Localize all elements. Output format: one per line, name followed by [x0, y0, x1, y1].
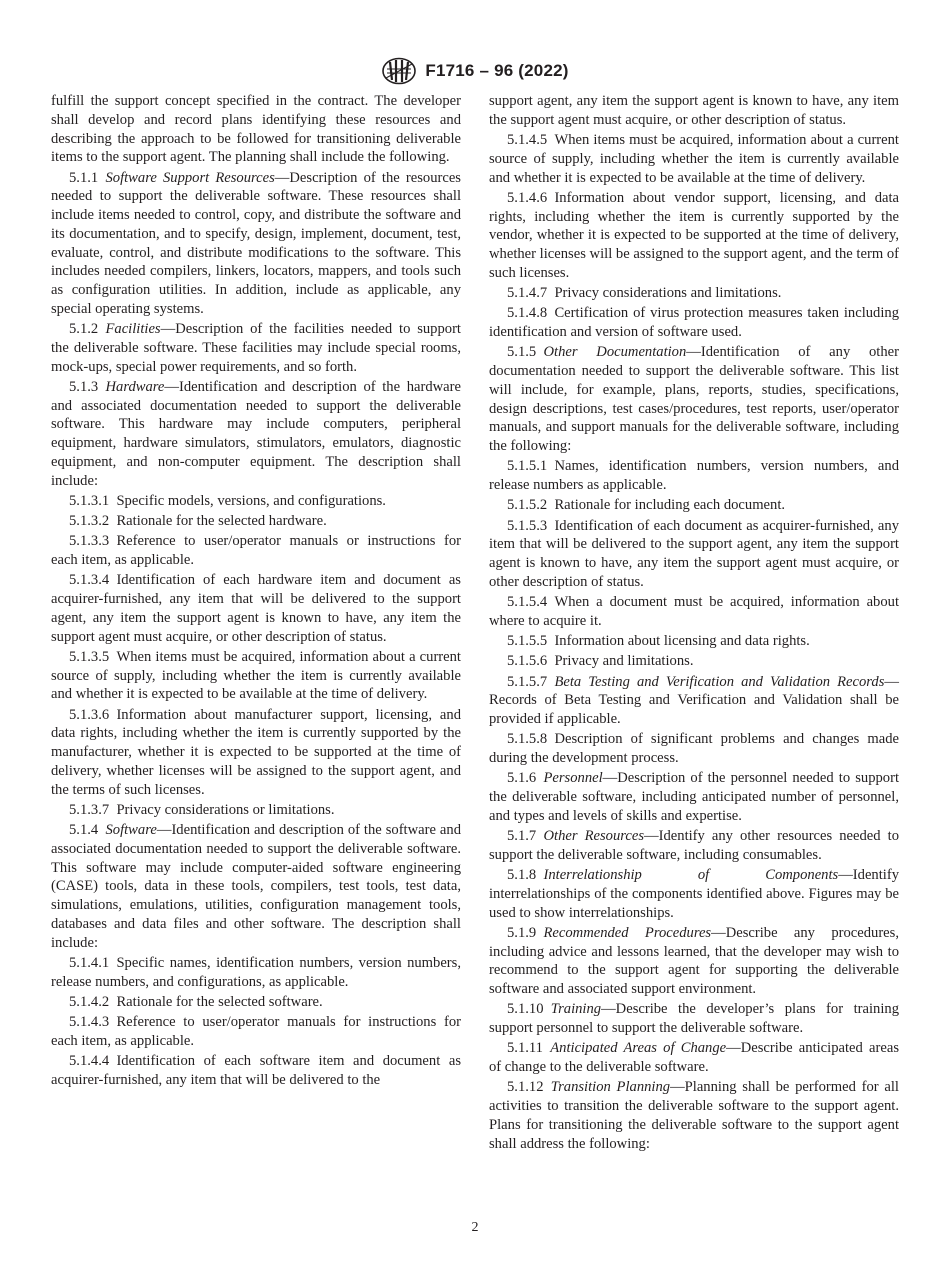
section-number: 5.1.5.4 — [507, 594, 548, 610]
section-title: Other Resources — [543, 828, 645, 844]
paragraph-text: —Describe the developer’s plans for training support personnel to support the deliverable software. — [489, 1001, 899, 1036]
paragraph-text: —Description of the resources needed to support the deliverable software. These resources shall include items needed to control, copy, and distribute the software and its documentation, and to specify, design, implement, document, test, evaluate, control, and distribute modifications to the software. This includes needed compilers, linkers, locators, mappers, and tools such as configuration utilities. In addition, include as applicable, any special operating systems. — [51, 169, 461, 317]
paragraph — [51, 801, 461, 820]
paragraph-text: When items must be acquired, information about a current source of supply, including whether the item is currently available and whether it is expected to be available at the time of delivery. — [489, 132, 899, 186]
section-number: 5.1.3.2 — [69, 513, 110, 529]
section-number: 5.1.4.2 — [69, 993, 110, 1010]
paragraph — [51, 1013, 461, 1051]
paragraph-text: —Identification of any other documentation needed to support the deliverable software. This list will include, for example, plans, reports, studies, specifications, design descriptions, test cases/procedures, test reports, user/operator manuals, and support manuals for the deliverable software, including the following: — [489, 344, 899, 454]
section-number: 5.1.8 — [507, 867, 537, 883]
paragraph — [489, 131, 899, 187]
paragraph — [51, 954, 461, 992]
paragraph-text: Rationale for the selected hardware. — [116, 513, 327, 529]
paragraph — [489, 632, 899, 651]
section-number: 5.1.4.1 — [69, 954, 110, 971]
section-title: Hardware — [105, 378, 165, 395]
section-number: 5.1.6 — [507, 770, 537, 787]
paragraph-text: Description of significant problems and changes made during the development process. — [489, 731, 899, 766]
paragraph — [51, 512, 461, 531]
paragraph-text: Privacy and limitations. — [554, 653, 694, 670]
paragraph-text: —Identify interrelationships of the components identified above. Figures may be used to show interrelationships. — [489, 867, 899, 921]
paragraph — [489, 1039, 899, 1077]
section-number: 5.1.3.1 — [69, 492, 110, 509]
section-number: 5.1.10 — [507, 1001, 544, 1018]
paragraph — [489, 673, 899, 729]
paragraph-text: —Identification and description of the hardware and associated documentation needed to support the deliverable software. This hardware may include computers, peripheral equipment, hardware simulators, stimulators, emulators, diagnostic equipment, and non-computer equipment. The description shall include: — [51, 378, 461, 489]
paragraph-text: —Describe anticipated areas of change to the deliverable software. — [489, 1040, 899, 1075]
paragraph — [51, 821, 461, 952]
paragraph — [489, 284, 899, 303]
section-number: 5.1.5.8 — [507, 731, 548, 748]
section-title: Transition Planning — [550, 1079, 671, 1096]
paragraph-text: —Description of the personnel needed to support the deliverable software, including anticipated number of personnel, and types and levels of skills and expertise. — [489, 770, 899, 824]
paragraph — [489, 517, 899, 592]
section-number: 5.1.4.6 — [507, 189, 548, 206]
paragraph — [489, 769, 899, 825]
paragraph-text: Information about licensing and data rights. — [554, 633, 810, 649]
section-title: Recommended Procedures — [543, 924, 712, 941]
paragraph — [489, 866, 899, 922]
paragraph — [489, 652, 899, 671]
paragraph — [489, 304, 899, 342]
paragraph-text: Rationale for including each document. — [554, 497, 786, 514]
section-title: Personnel — [543, 770, 603, 787]
right-column — [489, 92, 899, 1155]
section-number: 5.1.4.8 — [507, 305, 548, 322]
document-designation: F1716 – 96 (2022) — [425, 61, 569, 80]
paragraph-text: Names, identification numbers, version numbers, and release numbers as applicable. — [489, 458, 899, 493]
paragraph-text: Identification of each software item and document as acquirer-furnished, any item that will be delivered to the — [51, 1053, 461, 1088]
paragraph — [489, 1000, 899, 1038]
paragraph — [489, 457, 899, 495]
paragraph-text: Information about manufacturer support, licensing, and data rights, including whether the item is currently supported by the manufacturer, whether it is expected to be supported at the time of delivery, whether licenses will be assigned to the support agent, and the terms of such licenses. — [51, 706, 461, 798]
section-title: Anticipated Areas of Change — [550, 1040, 727, 1057]
paragraph — [51, 571, 461, 646]
paragraph — [489, 924, 899, 999]
paragraph-text: Reference to user/operator manuals or instructions for each item, as applicable. — [51, 533, 461, 568]
page-number: 2 — [471, 1220, 479, 1235]
paragraph-text: —Description of the facilities needed to support the deliverable software. These facilities may include special rooms, mock-ups, special power requirements, and so forth. — [51, 321, 461, 375]
paragraph — [489, 593, 899, 631]
paragraph — [51, 320, 461, 376]
section-number: 5.1.11 — [507, 1040, 543, 1057]
section-number: 5.1.5.1 — [507, 458, 548, 475]
paragraph — [489, 1078, 899, 1153]
paragraph-text: Specific names, identification numbers, version numbers, release numbers, and configurations, as applicable. — [51, 954, 461, 990]
section-title: Training — [550, 1001, 602, 1018]
paragraph-text: Reference to user/operator manuals for instructions for each item, as applicable. — [51, 1014, 461, 1049]
section-number: 5.1.7 — [507, 828, 537, 844]
paragraph-text: Identification of each document as acquirer-furnished, any item that will be delivered to the support agent, any item the support agent is known to have, any item the support agent must acquire, or other description of status. — [489, 517, 899, 590]
paragraph — [489, 92, 899, 130]
section-title: Interrelationship of Components — [543, 867, 839, 883]
section-number: 5.1.3.7 — [69, 801, 110, 818]
section-number: 5.1.3.3 — [69, 533, 110, 550]
section-number: 5.1.2 — [69, 321, 99, 337]
section-number: 5.1.5.5 — [507, 633, 548, 649]
paragraph-text: support agent, any item the support agent is known to have, any item the support agent must acquire, or other description of status. — [489, 93, 899, 128]
paragraph-text: When items must be acquired, information about a current source of supply, including whether the item is currently available and whether it is expected to be available at the time of delivery. — [51, 648, 461, 703]
paragraph-text: Certification of virus protection measures taken including identification and version of software used. — [489, 305, 899, 340]
section-number: 5.1.4.3 — [69, 1014, 110, 1030]
section-title: Other Documentation — [543, 344, 687, 361]
paragraph — [489, 189, 899, 283]
paragraph-text: fulfill the support concept specified in the contract. The developer shall develop and record plans identifying these resources and describing the approach to be followed for transitioning deliverable items to the support agent. The planning shall include the following. — [51, 93, 461, 166]
paragraph-text: Identification of each hardware item and document as acquirer-furnished, any item that will be delivered to the support agent, any item the support agent is known to have, any item the support agent must acquire, or other description of status. — [51, 572, 461, 645]
paragraph — [489, 827, 899, 865]
section-number: 5.1.9 — [507, 924, 537, 941]
section-title: Software Support Resources — [105, 169, 275, 186]
section-number: 5.1.3.4 — [69, 572, 110, 589]
section-number: 5.1.4.5 — [507, 132, 548, 148]
section-number: 5.1.4 — [69, 822, 99, 838]
paragraph-text: When a document must be acquired, information about where to acquire it. — [489, 594, 899, 629]
section-title: Beta Testing and Verification and Validation Records — [554, 673, 885, 690]
paragraph-text: Information about vendor support, licensing, and data rights, including whether the item is currently supported by the vendor, whether it is expected to be supported at the time of delivery, whether licenses will be assigned to the support agent, and the term of such licenses. — [489, 189, 899, 281]
section-number: 5.1.12 — [507, 1079, 544, 1096]
paragraph — [51, 706, 461, 800]
section-number: 5.1.3.6 — [69, 706, 110, 723]
section-number: 5.1.5.2 — [507, 497, 548, 514]
paragraph — [489, 496, 899, 515]
paragraph — [51, 993, 461, 1012]
paragraph-text: Specific models, versions, and configurations. — [116, 492, 386, 509]
section-title: Facilities — [105, 321, 161, 337]
section-number: 5.1.1 — [69, 169, 99, 186]
paragraph — [51, 92, 461, 167]
paragraph — [51, 532, 461, 570]
section-number: 5.1.5.3 — [507, 517, 548, 534]
paragraph — [51, 378, 461, 491]
paragraph — [51, 169, 461, 319]
paragraph-text: —Identify any other resources needed to support the deliverable software, including consumables. — [489, 828, 899, 863]
paragraph — [489, 730, 899, 768]
paragraph — [489, 343, 899, 456]
paragraph-text: Rationale for the selected software. — [116, 993, 323, 1010]
paragraph-text: —Identification and description of the software and associated documentation needed to support the deliverable software. This software may include computer-aided software engineering (CASE) tools, data in these tools, compilers, test tools, test data, simulations, emulations, utilities, configuration management tools, databases and data files and other software. The description shall include: — [51, 822, 461, 951]
paragraph-text: Privacy considerations or limitations. — [116, 801, 335, 818]
paragraph-text: —Records of Beta Testing and Verification and Validation shall be provided if applicable. — [489, 673, 899, 727]
paragraph — [51, 1052, 461, 1090]
left-column — [51, 92, 461, 1091]
section-number: 5.1.4.7 — [507, 285, 548, 301]
section-number: 5.1.3 — [69, 378, 99, 395]
section-number: 5.1.5.7 — [507, 673, 548, 690]
paragraph — [51, 492, 461, 511]
section-number: 5.1.5.6 — [507, 653, 548, 670]
section-number: 5.1.5 — [507, 344, 537, 361]
paragraph — [51, 648, 461, 704]
section-number: 5.1.3.5 — [69, 648, 110, 665]
paragraph-text: Privacy considerations and limitations. — [554, 285, 782, 301]
paragraph-text: —Planning shall be performed for all activities to transition the deliverable software to the support agent. Plans for transitioning the deliverable software to the support agent shall address the following: — [489, 1079, 899, 1152]
section-number: 5.1.4.4 — [69, 1053, 110, 1069]
astm-logo-icon — [381, 57, 417, 85]
page-header — [0, 56, 950, 86]
paragraph-text: —Describe any procedures, including advice and lessons learned, that the developer may wish to recommend to the support agent for supporting the deliverable software and associated support environment. — [489, 924, 899, 997]
section-title: Software — [105, 822, 157, 838]
